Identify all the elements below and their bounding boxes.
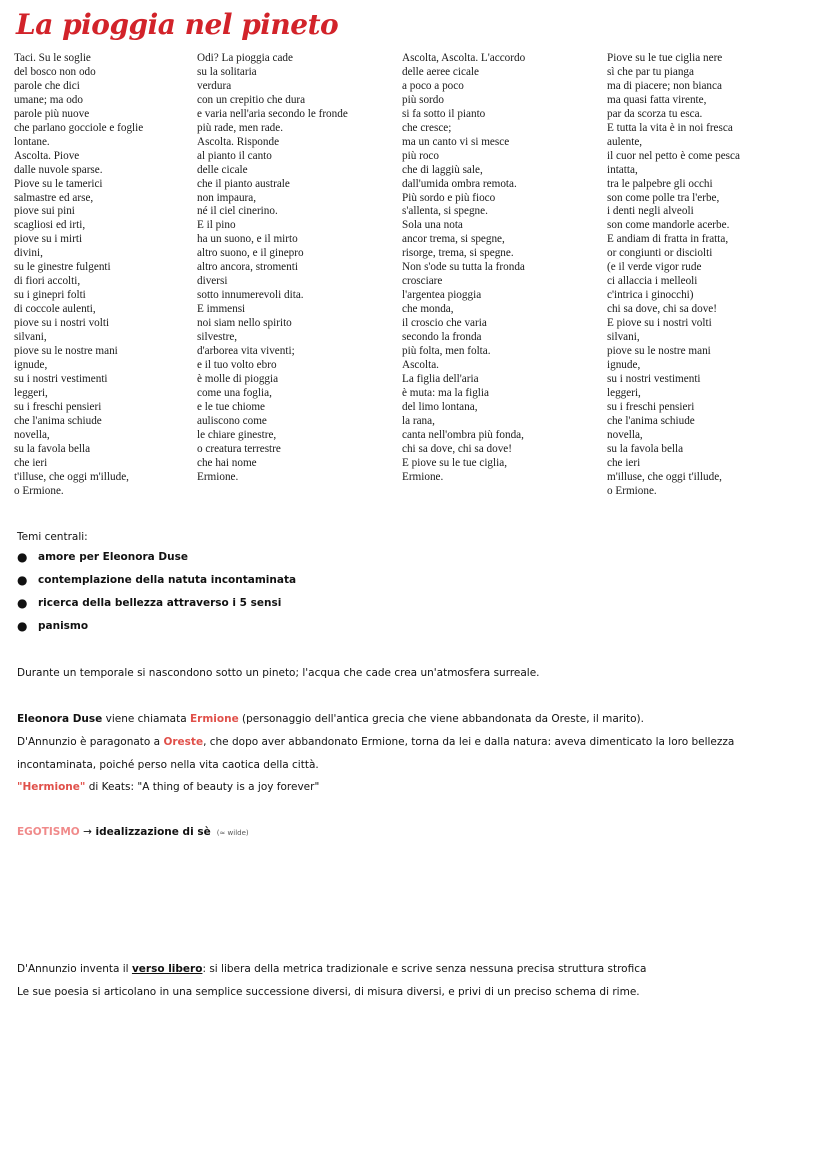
verso-start: D'Annunzio inventa il <box>17 963 132 975</box>
bullet-icon: ● <box>17 550 28 564</box>
duse-end: (personaggio dell'antica grecia che viene abbandonata da Oreste, il marito). <box>238 713 644 725</box>
theme-text: panismo <box>38 620 89 632</box>
oreste-highlight: Oreste <box>163 736 204 748</box>
city-note: incontaminata, poiché perso nella vita caotica della città. <box>17 759 319 771</box>
theme-item <box>17 551 296 574</box>
duse-mid: viene chiamata <box>102 713 190 725</box>
verso-libero-note <box>17 963 646 975</box>
theme-item <box>17 620 296 643</box>
duse-name: Eleonora Duse <box>17 713 103 725</box>
egotismo-label: EGOTISMO <box>17 826 80 838</box>
oreste-start: D'Annunzio è paragonato a <box>17 736 164 748</box>
bullet-icon: ● <box>17 596 28 610</box>
theme-text: amore per Eleonora Duse <box>38 551 188 563</box>
verso-libero-note-2: Le sue poesia si articolano in una semplice successione diversi, di misura diversi, e privi di un preciso schema di rime. <box>17 986 640 998</box>
bullet-icon: ● <box>17 619 28 633</box>
page-title: La pioggia nel pineto <box>16 8 339 41</box>
themes-list <box>17 551 296 643</box>
verso-end: : si libera della metrica tradizionale e scrive senza nessuna precisa struttura strofica <box>202 963 647 975</box>
egotismo-definition: idealizzazione di sè <box>91 826 211 838</box>
storm-note: Durante un temporale si nascondono sotto un pineto; l'acqua che cade crea un'atmosfera surreale. <box>17 667 540 679</box>
arrow-icon: → <box>83 826 92 838</box>
theme-item <box>17 574 296 597</box>
verso-libero-term: verso libero <box>131 963 203 975</box>
ermione-highlight: Ermione <box>190 713 239 725</box>
poem-column-4: Piove su le tue ciglia nere sì che par tu pianga ma di piacere; non bianca ma quasi fatta virente, par da scorza tu esca. E tutta la vita è in noi fresca aulente, il cuor nel petto è come pesca intatta, tra le palpebre gli occhi son come polle tra l'erbe, i denti negli alveoli son come mandorle acerbe. E andiam di fratta in fratta, or congiunti or disciolti (e il verde vigor rude ci allaccia i melleoli c'intrica i ginocchi) chi sa dove, chi sa dove! E piove su i nostri volti silvani, piove su le nostre mani ignude, su i nostri vestimenti leggeri, su i freschi pensieri che l'anima schiude novella, su la favola bella che ieri m'illuse, che oggi t'illude, o Ermione. <box>607 52 740 497</box>
keats-quote: di Keats: "A thing of beauty is a joy forever" <box>85 781 320 793</box>
poem-column-3: Ascolta, Ascolta. L'accordo delle aeree cicale a poco a poco più sordo si fa sotto il pianto che cresce; ma un canto vi si mesce più roco che di laggiù sale, dall'umida ombra remota. Più sordo e più fioco s'allenta, si spegne. Sola una nota ancor trema, si spegne, risorge, trema, si spegne. Non s'ode su tutta la fronda crosciare l'argentea pioggia che monda, il croscio che varia secondo la fronda più folta, men folta. Ascolta. La figlia dell'aria è muta: ma la figlia del limo lontana, la rana, canta nell'ombra più fonda, chi sa dove, chi sa dove! E piove su le tue ciglia, Ermione. <box>402 52 526 483</box>
oreste-note <box>17 736 734 748</box>
themes-heading: Temi centrali: <box>17 531 88 543</box>
keats-note <box>17 781 319 793</box>
duse-note <box>17 713 644 725</box>
theme-item <box>17 597 296 620</box>
wilde-note: (≈ wilde) <box>216 829 249 837</box>
hermione-highlight: "Hermione" <box>17 781 86 793</box>
poem-column-1: Taci. Su le soglie del bosco non odo parole che dici umane; ma odo parole più nuove che parlano gocciole e foglie lontane. Ascolta. Piove dalle nuvole sparse. Piove su le tamerici salmastre ed arse, piove sui pini scagliosi ed irti, piove su i mirti divini, su le ginestre fulgenti di fiori accolti, su i ginepri folti di coccole aulenti, piove su i nostri volti silvani, piove su le nostre mani ignude, su i nostri vestimenti leggeri, su i freschi pensieri che l'anima schiude novella, su la favola bella che ieri t'illuse, che oggi m'illude, o Ermione. <box>14 52 144 497</box>
theme-text: contemplazione della natuta incontaminata <box>38 574 297 586</box>
egotismo-note <box>17 826 249 838</box>
theme-text: ricerca della bellezza attraverso i 5 sensi <box>38 597 282 609</box>
oreste-end: , che dopo aver abbandonato Ermione, torna da lei e dalla natura: aveva dimenticato la loro bellezza <box>203 736 735 748</box>
bullet-icon: ● <box>17 573 28 587</box>
poem-column-2: Odi? La pioggia cade su la solitaria verdura con un crepitio che dura e varia nell'aria secondo le fronde più rade, men rade. Ascolta. Risponde al pianto il canto delle cicale che il pianto australe non impaura, né il ciel cinerino. E il pino ha un suono, e il mirto altro suono, e il ginepro altro ancora, stromenti diversi sotto innumerevoli dita. E immensi noi siam nello spirito silvestre, d'arborea vita viventi; e il tuo volto ebro è molle di pioggia come una foglia, e le tue chiome auliscono come le chiare ginestre, o creatura terrestre che hai nome Ermione. <box>197 52 348 483</box>
